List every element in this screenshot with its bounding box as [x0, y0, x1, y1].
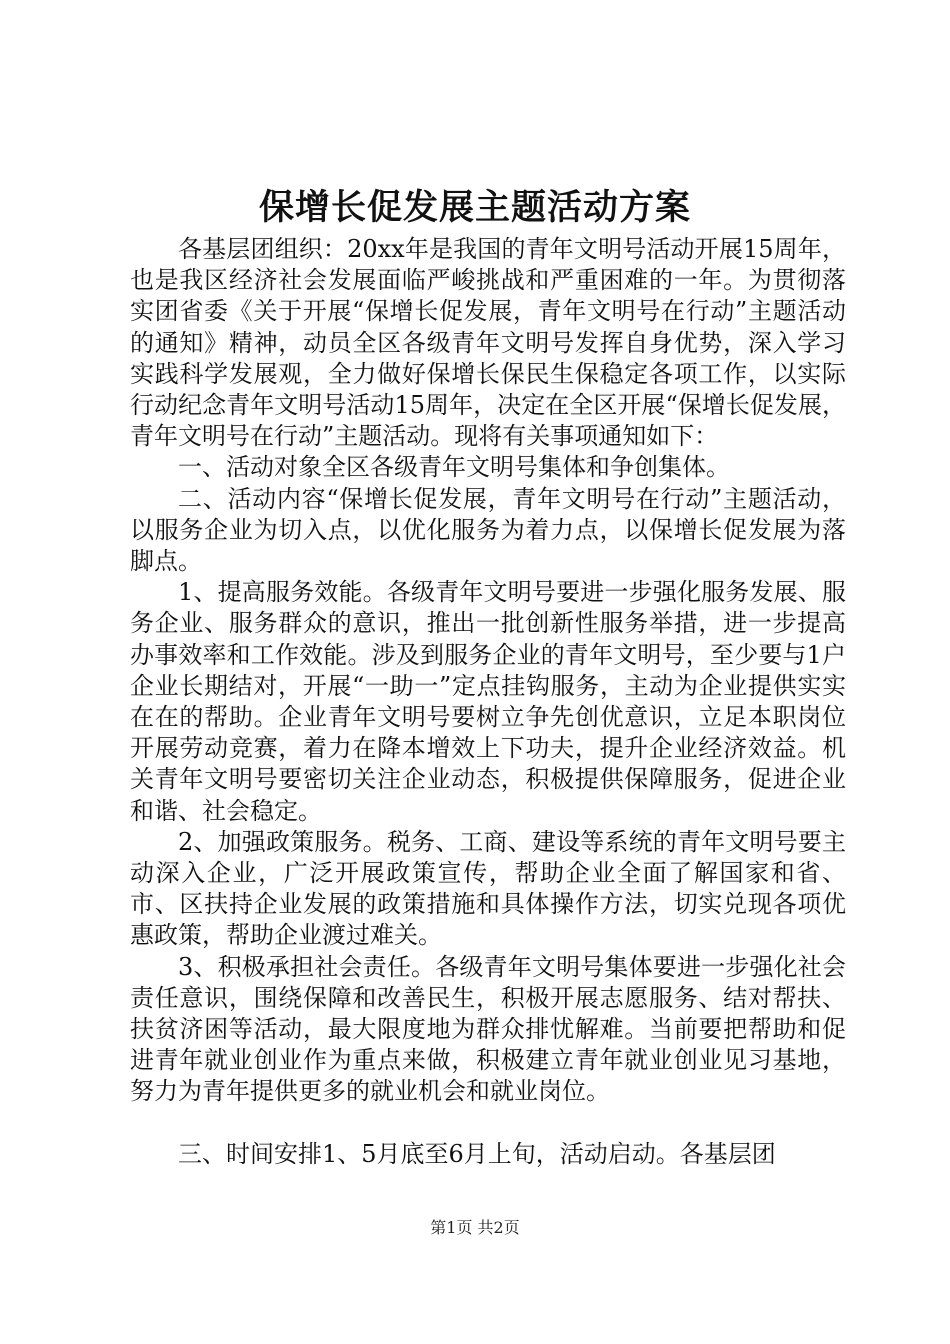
paragraph-section-1: 一、活动对象全区各级青年文明号集体和争创集体。	[178, 453, 730, 482]
paragraph-intro: 各基层团组织：20xx年是我国的青年文明号活动开展15周年，也是我区经济社会发展面临严峻挑战和严重困难的一年。为贯彻落实团省委《关于开展“保增长促发展，青年文明号在行动”主题活动的通知》精神，动员全区各级青年文明号发挥自身优势，深入学习实践科学发展观，全力做好保增长保民生保稳定各项工作，以实际行动纪念青年文明号活动15周年，决定在全区开展“保增长促发展，青年文明号在行动”主题活动。现将有关事项通知如下：	[130, 235, 846, 451]
paragraph-item-2: 2、加强政策服务。税务、工商、建设等系统的青年文明号要主动深入企业，广泛开展政策宣传，帮助企业全面了解国家和省、市、区扶持企业发展的政策措施和具体操作方法，切实兑现各项优惠政策，帮助企业渡过难关。	[130, 827, 846, 950]
paragraph-section-3: 三、时间安排1、5月底至6月上旬，活动启动。各基层团	[178, 1139, 776, 1168]
paragraph-item-1: 1、提高服务效能。各级青年文明号要进一步强化服务发展、服务企业、服务群众的意识，推出一批创新性服务举措，进一步提高办事效率和工作效能。涉及到服务企业的青年文明号，至少要与1户企业长期结对，开展“一助一”定点挂钩服务，主动为企业提供实实在在的帮助。企业青年文明号要树立争先创优意识，立足本职岗位开展劳动竞赛，着力在降本增效上下功夫，提升企业经济效益。机关青年文明号要密切关注企业动态，积极提供保障服务，促进企业和谐、社会稳定。	[130, 578, 846, 825]
paragraph-item-3: 3、积极承担社会责任。各级青年文明号集体要进一步强化社会责任意识，围绕保障和改善民生，积极开展志愿服务、结对帮扶、扶贫济困等活动，最大限度地为群众排忧解难。当前要把帮助和促进青年就业创业作为重点来做，积极建立青年就业创业见习基地，努力为青年提供更多的就业机会和就业岗位。	[130, 952, 846, 1106]
page-footer: 第1页 共2页	[430, 1218, 520, 1237]
document-title: 保增长促发展主题活动方案	[258, 187, 691, 228]
document-body	[130, 234, 846, 1170]
paragraph-section-2: 二、活动内容“保增长促发展，青年文明号在行动”主题活动，以服务企业为切入点，以优化服务为着力点，以保增长促发展为落脚点。	[130, 484, 846, 576]
